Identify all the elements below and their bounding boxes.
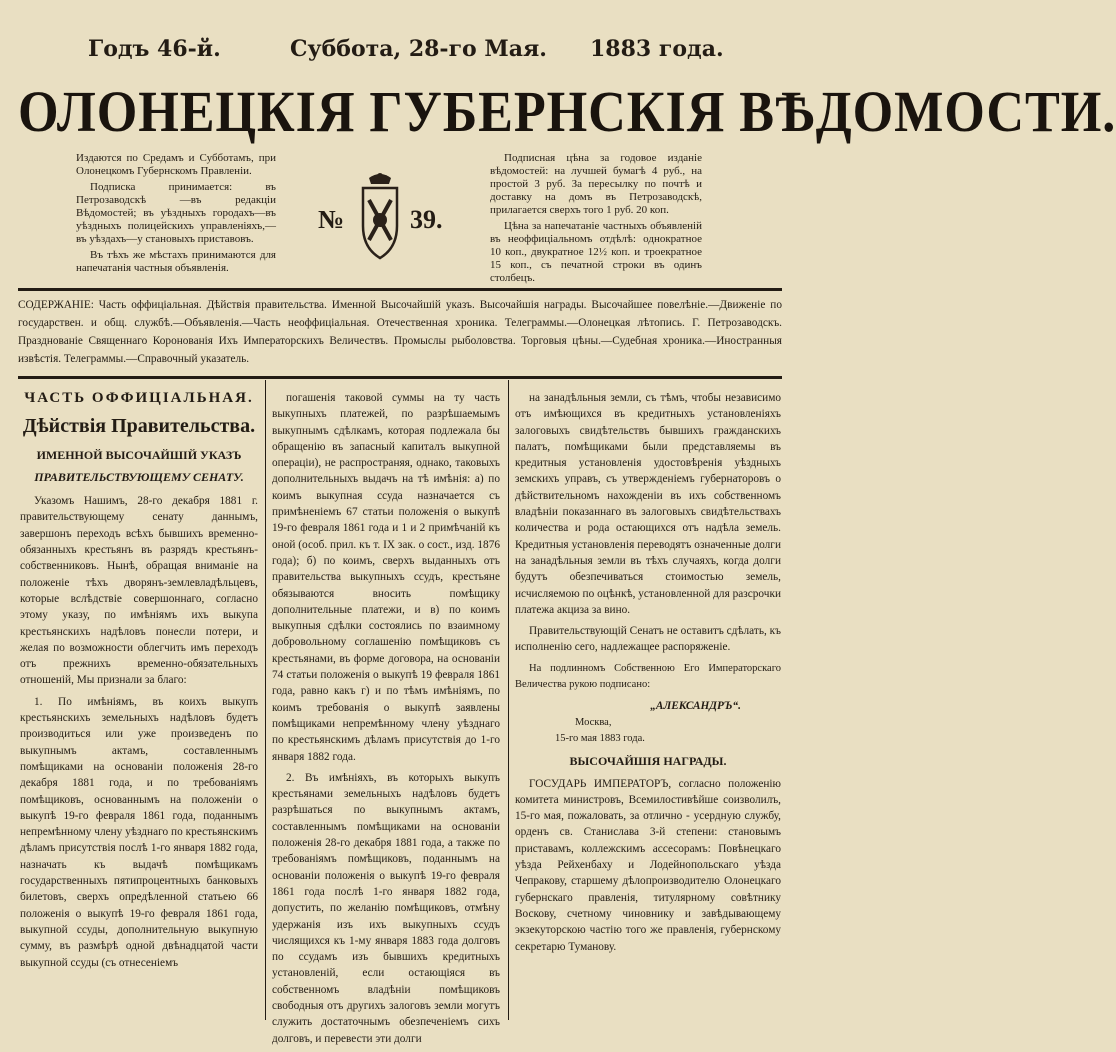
issue-number: 39. bbox=[410, 205, 443, 234]
col1-paragraph-2: 1. По имѣніямъ, въ коихъ выкупъ крестьянскихъ земельныхъ надѣловъ будетъ производиться или уже произведенъ по выкупнымъ актамъ, составленнымъ помѣщиками на основаніи положенія 28-го декабря 1881 года, и по требованіямъ помѣщиковъ, основаннымъ на положеніи о выкупѣ 19-го февраля 1861 года, поданнымъ непремѣнному члену уѣзднаго по крестьянскимъ дѣламъ присутствія послѣ 1-го января 1882 года, назначать къ выдачѣ помѣщикамъ государственныхъ пятипроцентныхъ банковыхъ билетовъ, сверхъ опредѣленной статьею 66 положенія о выкупѣ 19-го февраля 1861 года, выкупной ссуды, дополнительную выкупную сумму, въ размѣрѣ одной двѣнадцатой части выкупной ссуды (съ отнесеніемъ bbox=[20, 695, 258, 969]
header-line bbox=[0, 36, 800, 76]
signature: „АЛЕКСАНДРЪ“. bbox=[650, 700, 741, 713]
contents-rule bbox=[18, 376, 782, 379]
top-rule bbox=[18, 288, 782, 291]
col1-paragraph-1: Указомъ Нашимъ, 28-го декабря 1881 г. правительствующему сенату даннымъ, завершонъ переходъ всѣхъ бывшихъ временно-обязанныхъ крестьянъ въ разрядъ крестьянъ-собственниковъ. Нынѣ, обращая вниманіе на положеніе тѣхъ дворянъ-землевладѣльцевъ, которые вслѣдствіе совершоннаго, согласно этому указу, по имѣніямъ ихъ выкупа крестьянскихъ надѣловъ понесли потери, и желая по возможности облегчить имъ переходъ отъ прежнихъ временно-обязательныхъ отношеній, Мы признали за благо: bbox=[20, 495, 258, 687]
publication-info-left bbox=[76, 152, 276, 278]
coat-of-arms-emblem bbox=[355, 170, 405, 262]
info-right-2: Цѣна за напечатаніе частныхъ объявленій въ неоффиціальномъ отдѣлѣ: однократное 10 коп., двукратное 12½ коп. и троекратное 15 коп., съ печатной строки въ одинъ столбецъ. bbox=[490, 220, 702, 284]
part-title: ЧАСТЬ ОФФИЦІАЛЬНАЯ. bbox=[24, 390, 254, 406]
column-3 bbox=[515, 390, 781, 960]
col3-paragraph-3: ГОСУДАРЬ ИМПЕРАТОРЪ, согласно положенію комитета министровъ, Всемилостивѣйше соизволилъ, 15-го мая, пожаловать, за отлично - усердную службу, орденъ св. Станислава 3-й степени: становымъ приставамъ, коллежскимъ ассесорамъ: Повѣнецкаго уѣзда Рейхенбаху и Лодейнопольскаго уѣзда Чепракову, старшему дѣлопроизводителю Олонецкаго губернскаго правленія, титулярному совѣтнику Воскову, счетному чиновнику и завѣдывающему экзекуторскою частію того же правленія, губернскому секретарю Туманову. bbox=[515, 777, 781, 953]
signature-date: 15-го мая 1883 года. bbox=[555, 732, 645, 744]
section-title: Дѣйствія Правительства. bbox=[22, 415, 256, 438]
column-divider-1 bbox=[265, 380, 266, 1020]
info-left-1: Издаются по Средамъ и Субботамъ, при Олонецкомъ Губернскомъ Правленіи. bbox=[76, 152, 276, 177]
decree-title: ИМЕННОЙ ВЫСОЧАЙШІЙ УКАЗЪ bbox=[36, 447, 242, 462]
column-1 bbox=[20, 390, 258, 976]
issue-number-sign: № bbox=[318, 205, 345, 234]
issue-date: Суббота, 28-го Мая. bbox=[290, 36, 547, 62]
col2-paragraph-1: погашенія таковой суммы на ту часть выкупныхъ платежей, по разрѣшаемымъ выкупнымъ сдѣлкамъ, которая подлежала бы обращенію въ запасный капиталъ выкупной операціи), не распространяя, однако, таковыхъ дополнительныхъ выдачъ на тѣ имѣнія: а) по коимъ выкупная ссуда назначается съ примѣненіемъ 67 статьи положенія о выкупѣ 19-го февраля 1861 года и 1 и 2 примѣчаній къ оной (особ. прил. къ т. IX зак. о сост., изд. 1876 года); б) по коимъ, сверхъ выданныхъ отъ правительства выкупныхъ ссудъ, крестьяне обязываются вносить помѣщику дополнительные платежи, и в) по коимъ выкупныя сдѣлки состоялись по взаимному добровольному соглашенію помѣщиковъ съ крестьянами, въ форме договора, на основаніи 74 статьи положенія о выкупѣ 19 февраля 1861 года, равно какъ г) и по тѣмъ имѣніямъ, по коимъ требованія о выкупѣ заявлены помѣщиками непремѣнному члену уѣзднаго по крестьянскимъ дѣламъ присутствія до 1-го января 1882 года. bbox=[272, 392, 500, 763]
signature-place: Москва, bbox=[575, 716, 612, 728]
masthead-title: ОЛОНЕЦКІЯ ГУБЕРНСКІЯ ВѢДОМОСТИ. bbox=[18, 79, 1116, 144]
contents-summary: СОДЕРЖАНІЕ: Часть оффиціальная. Дѣйствія правительства. Именной Высочайшій указъ. Высочайшія награды. Высочайшее повелѣніе.—Движеніе по государствен. и общ. службѣ.—Объявленія.—Часть неоффиціальная. Отечественная хроника. Телеграммы.—Олонецкая лѣтопись. Г. Петрозаводскъ. Празднованіе Священнаго Коронованія Ихъ Императорскихъ Величествъ. Промыслы рыболовства. Торговыя цѣны.—Судебная хроника.—Иностранныя извѣстія. Телеграммы.—Справочный указатель. bbox=[18, 299, 782, 365]
col3-paragraph-1: на занадѣльныя земли, съ тѣмъ, чтобы независимо отъ имѣющихся въ кредитныхъ установленіяхъ залоговыхъ свидѣтельствъ бывшихъ гражданскихъ палатъ, помѣщиками были представляемы въ кредитныя установленія удостовѣренія уѣздныхъ земскихъ управъ, съ утвержденіемъ губернаторовъ о дѣйствительномъ нахожденіи въ ихъ собственномъ владѣніи показаннаго въ залоговыхъ свидѣтельствахъ количества и рода остающихся отъ надѣла земель. Кредитныя установленія переводятъ означенные долги на занадѣльныя земли въ тѣхъ случаяхъ, когда долги будутъ обезпечиваться стоимостью земель, исчисляемою по оцѣнкѣ, установленной для разсрочки платежа акциза за вино. bbox=[515, 392, 781, 616]
awards-title: ВЫСОЧАЙШІЯ НАГРАДЫ. bbox=[569, 754, 727, 769]
publication-info-right bbox=[490, 152, 702, 288]
signature-intro: На подлинномъ Собственною Его Императорскаго Величества рукою подписано: bbox=[515, 662, 781, 691]
col3-paragraph-2: Правительствующій Сенатъ не оставитъ сдѣлать, къ исполненію сего, надлежащее распоряженіе. bbox=[515, 625, 781, 654]
info-left-2: Подписка принимается: въ Петрозаводскѣ —въ редакціи Вѣдомостей; въ уѣздныхъ городахъ—въ уѣздныхъ полицейскихъ управленіяхъ,—въ уѣздахъ—у становыхъ приставовъ. bbox=[76, 181, 276, 245]
col2-paragraph-2: 2. Въ имѣніяхъ, въ которыхъ выкупъ крестьянами земельныхъ надѣловъ будетъ разрѣшаться по выкупнымъ актамъ, составленнымъ помѣщиками на основаніи положенія 28-го декабря 1881 года, а также по требованіямъ помѣщиковъ, поданнымъ на основаніи положенія о выкупѣ 19-го февраля 1861 года послѣ 1-го января 1882 года, допустить, по желанію помѣщиковъ, отмѣну удержанія изъ ихъ выкупныхъ ссудъ числящихся къ 1-му января 1883 года долговъ по ссудамъ изъ бывшихъ кредитныхъ установленій, если остающіяся въ собственномъ владѣніи помѣщиковъ свободныя отъ другихъ залоговъ земли могутъ служить достаточнымъ обезпеченіемъ сихъ долговъ, и перевести эти долги bbox=[272, 771, 500, 1045]
issue-year: 1883 года. bbox=[590, 36, 724, 62]
info-left-3: Въ тѣхъ же мѣстахъ принимаются для напечатанія частныя объявленія. bbox=[76, 249, 276, 274]
info-right-1: Подписная цѣна за годовое изданіе вѣдомостей: на лучшей бумагѣ 4 руб., на простой 3 руб. За пересылку по почтѣ и доставку на домъ въ Петрозаводскѣ, прилагается сверхъ того 1 руб. 20 коп. bbox=[490, 152, 702, 216]
column-divider-2 bbox=[508, 380, 509, 1020]
column-2 bbox=[272, 390, 500, 1052]
year-of-publication: Годъ 46-й. bbox=[88, 36, 221, 62]
decree-subtitle: ПРАВИТЕЛЬСТВУЮЩЕМУ СЕНАТУ. bbox=[34, 469, 244, 484]
